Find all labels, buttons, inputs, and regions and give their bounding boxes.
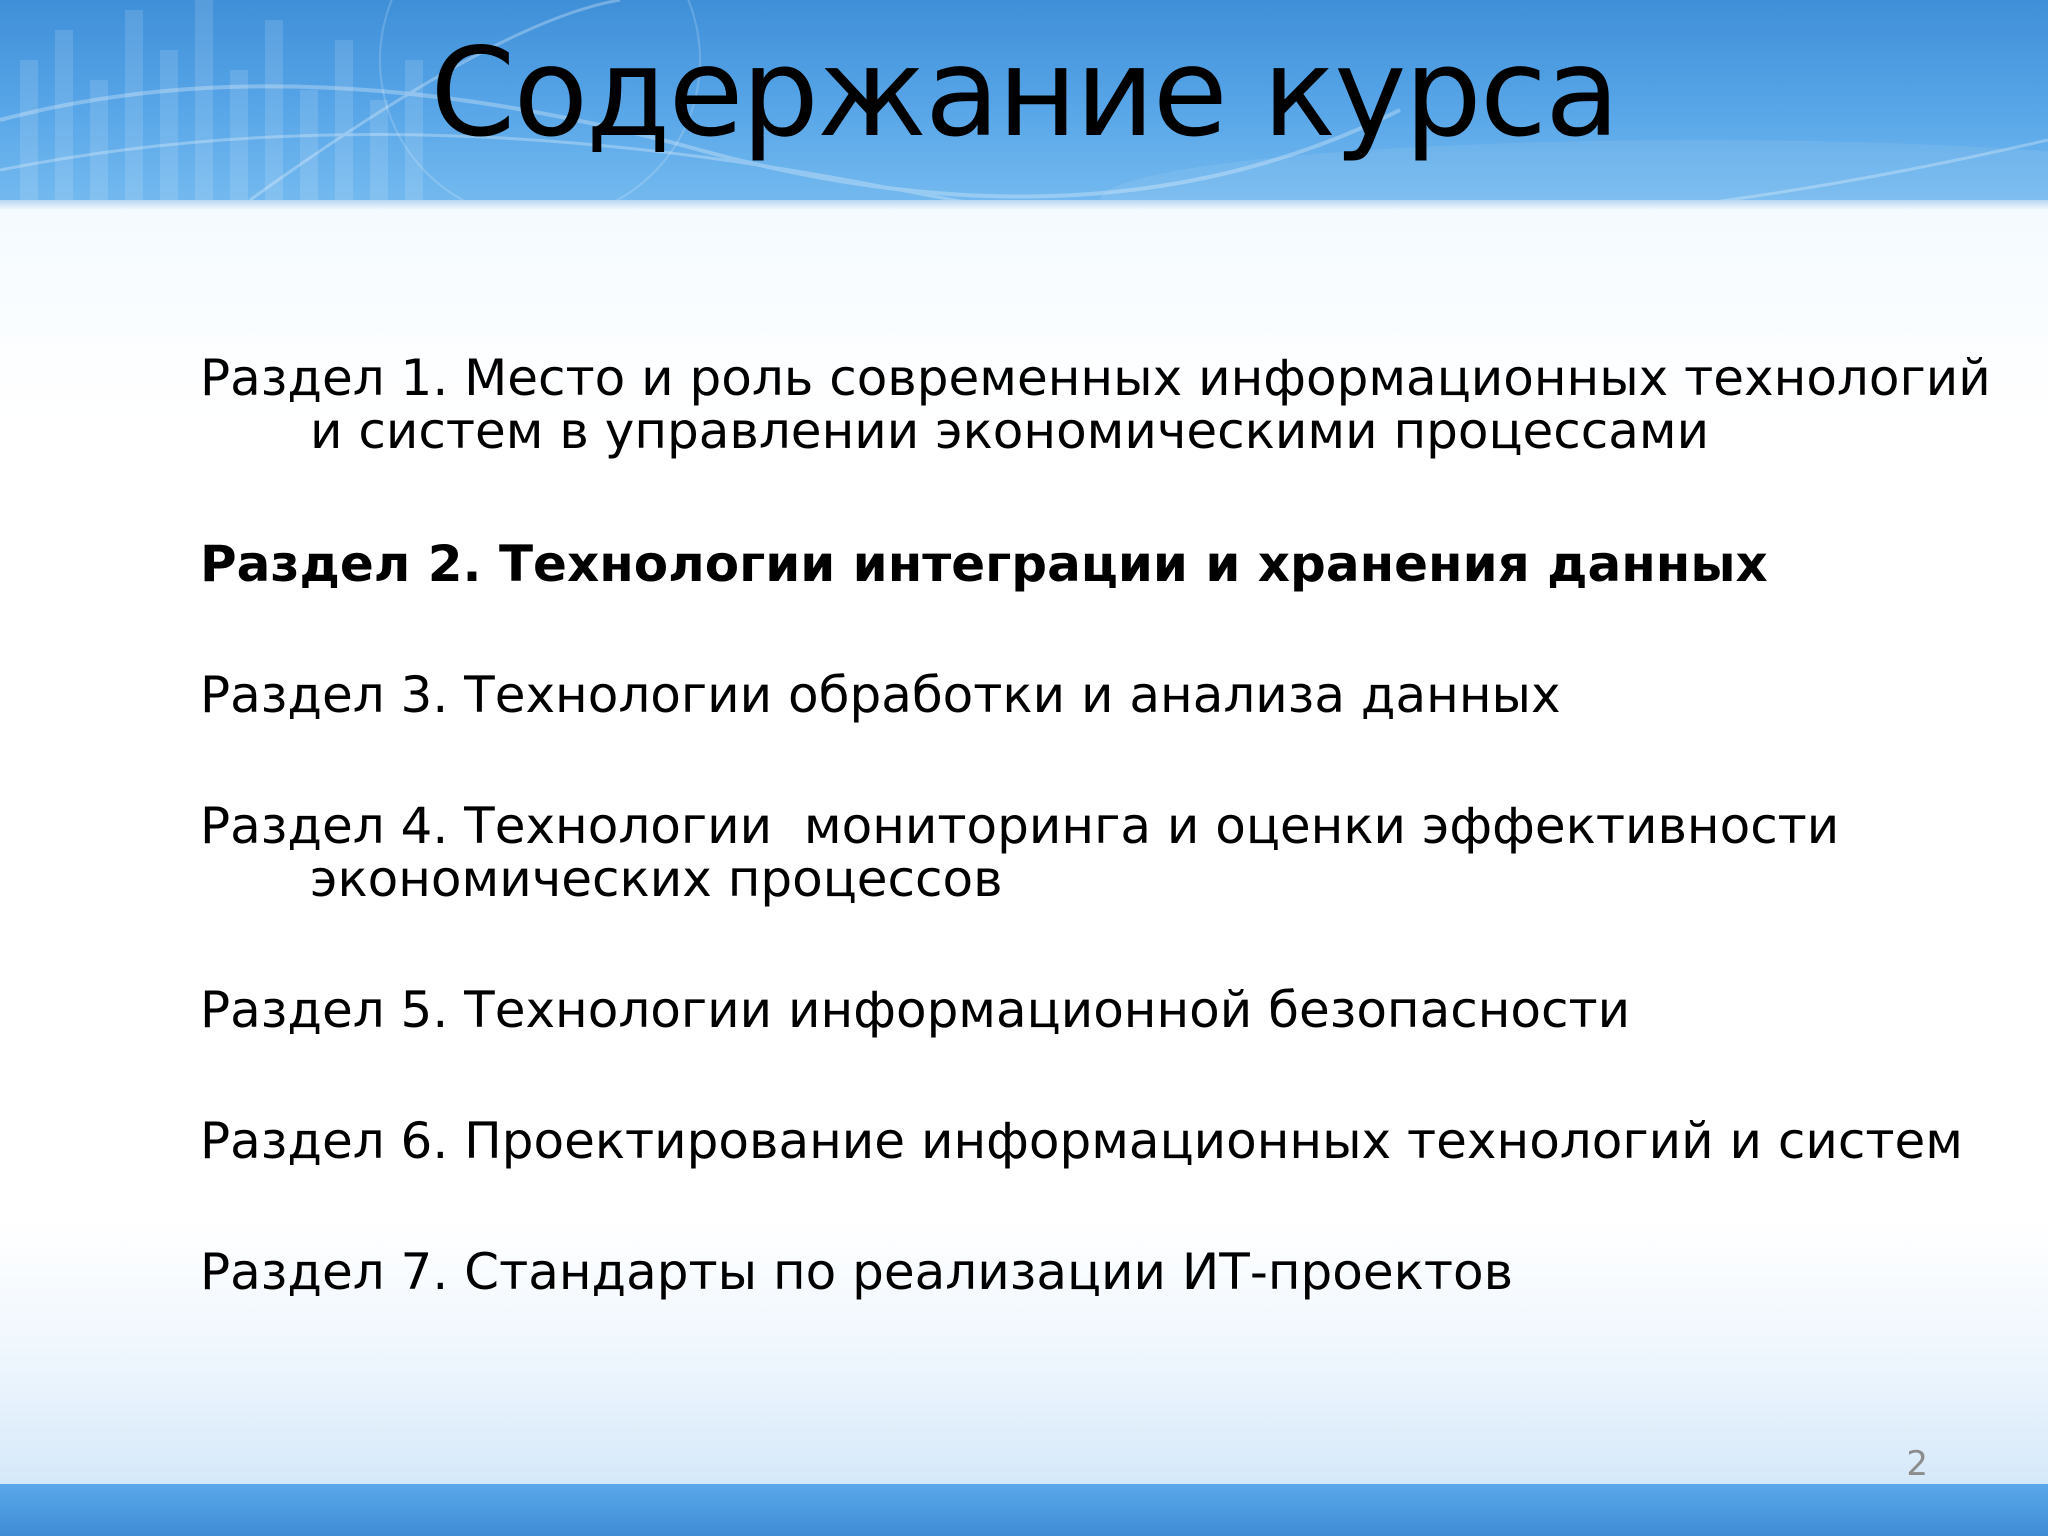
section-item-2-line1: Раздел 2. Технологии интеграции и хранения данных [200,535,1768,593]
section-item-5 [200,981,1920,1039]
section-item-4-line2: экономических процессов [310,850,1003,908]
slide-title: Содержание курса [430,22,1618,164]
section-item-3-line1: Раздел 3. Технологии обработки и анализа данных [200,666,1561,724]
section-item-1-line2: и систем в управлении экономическими процессами [310,402,1710,460]
section-item-6-line1: Раздел 6. Проектирование информационных технологий и систем [200,1112,1963,1170]
page-number: 2 [1906,1444,1928,1484]
section-item-2 [200,535,1920,593]
section-item-7-line1: Раздел 7. Стандарты по реализации ИТ-проектов [200,1243,1514,1301]
section-item-4 [200,797,1920,908]
header-edge [0,200,2048,210]
section-item-1 [200,349,1991,460]
course-contents-list [200,349,1991,1301]
section-item-3 [200,666,1920,724]
section-item-1-line1: Раздел 1. Место и роль современных информационных технологий [200,349,1991,407]
section-item-4-line1: Раздел 4. Технологии мониторинга и оценки эффективности [200,797,1840,855]
section-item-7 [200,1243,1920,1301]
section-item-6 [200,1112,1963,1170]
section-item-5-line1: Раздел 5. Технологии информационной безопасности [200,981,1631,1039]
footer-band [0,1484,2048,1536]
